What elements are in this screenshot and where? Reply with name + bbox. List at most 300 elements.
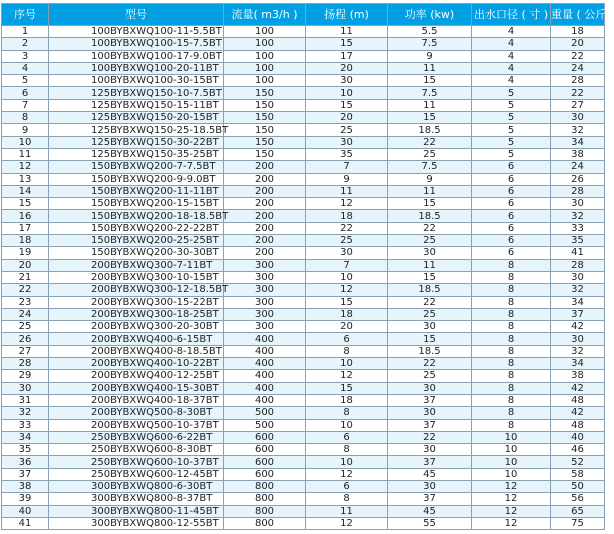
cell-flow: 100: [224, 62, 306, 74]
cell-outlet: 8: [472, 358, 551, 370]
cell-outlet: 4: [472, 26, 551, 38]
cell-index: 28: [2, 358, 49, 370]
cell-index: 27: [2, 345, 49, 357]
cell-flow: 300: [224, 271, 306, 283]
cell-weight: 46: [551, 444, 605, 456]
cell-head: 30: [306, 247, 388, 259]
cell-index: 26: [2, 333, 49, 345]
cell-weight: 30: [551, 112, 605, 124]
table-row: [2, 75, 605, 87]
cell-flow: 400: [224, 394, 306, 406]
cell-power: 37: [388, 493, 472, 505]
cell-power: 30: [388, 247, 472, 259]
cell-flow: 800: [224, 505, 306, 517]
table-row: [2, 493, 605, 505]
cell-weight: 42: [551, 382, 605, 394]
cell-power: 7.5: [388, 87, 472, 99]
cell-model: 200BYBXWQ400-18-37BT: [49, 394, 224, 406]
cell-index: 21: [2, 271, 49, 283]
cell-flow: 600: [224, 444, 306, 456]
header-power: 功率 (kw): [388, 4, 472, 26]
cell-outlet: 4: [472, 50, 551, 62]
cell-power: 15: [388, 75, 472, 87]
cell-head: 10: [306, 419, 388, 431]
table-row: [2, 271, 605, 283]
cell-flow: 150: [224, 87, 306, 99]
cell-flow: 200: [224, 222, 306, 234]
cell-weight: 38: [551, 148, 605, 160]
cell-weight: 48: [551, 394, 605, 406]
cell-outlet: 8: [472, 345, 551, 357]
cell-outlet: 8: [472, 407, 551, 419]
cell-power: 25: [388, 308, 472, 320]
table-row: [2, 358, 605, 370]
cell-head: 18: [306, 394, 388, 406]
table-row: [2, 284, 605, 296]
table-row: [2, 505, 605, 517]
cell-outlet: 12: [472, 480, 551, 492]
table-row: [2, 210, 605, 222]
table-row: [2, 26, 605, 38]
cell-weight: 42: [551, 321, 605, 333]
cell-model: 200BYBXWQ500-8-30BT: [49, 407, 224, 419]
cell-outlet: 5: [472, 112, 551, 124]
table-row: [2, 419, 605, 431]
table-row: [2, 62, 605, 74]
cell-weight: 38: [551, 370, 605, 382]
cell-outlet: 10: [472, 431, 551, 443]
cell-flow: 800: [224, 517, 306, 529]
table-row: [2, 308, 605, 320]
cell-head: 11: [306, 26, 388, 38]
cell-power: 9: [388, 50, 472, 62]
cell-model: 200BYBXWQ300-7-11BT: [49, 259, 224, 271]
cell-head: 17: [306, 50, 388, 62]
cell-index: 37: [2, 468, 49, 480]
cell-model: 125BYBXWQ150-10-7.5BT: [49, 87, 224, 99]
cell-weight: 50: [551, 480, 605, 492]
table-row: [2, 370, 605, 382]
cell-weight: 30: [551, 271, 605, 283]
cell-flow: 200: [224, 247, 306, 259]
cell-head: 8: [306, 493, 388, 505]
cell-model: 250BYBXWQ600-12-45BT: [49, 468, 224, 480]
header-weight: 重量 ( 公斤 ): [551, 4, 605, 26]
cell-power: 15: [388, 271, 472, 283]
cell-index: 17: [2, 222, 49, 234]
cell-head: 25: [306, 124, 388, 136]
cell-flow: 500: [224, 407, 306, 419]
cell-index: 8: [2, 112, 49, 124]
cell-head: 15: [306, 38, 388, 50]
cell-index: 3: [2, 50, 49, 62]
cell-flow: 200: [224, 198, 306, 210]
cell-flow: 200: [224, 185, 306, 197]
table-row: [2, 468, 605, 480]
cell-index: 9: [2, 124, 49, 136]
cell-weight: 22: [551, 50, 605, 62]
cell-flow: 400: [224, 358, 306, 370]
cell-power: 11: [388, 62, 472, 74]
cell-model: 250BYBXWQ600-8-30BT: [49, 444, 224, 456]
cell-index: 41: [2, 517, 49, 529]
cell-head: 10: [306, 87, 388, 99]
cell-model: 125BYBXWQ150-20-15BT: [49, 112, 224, 124]
cell-power: 9: [388, 173, 472, 185]
cell-flow: 600: [224, 431, 306, 443]
cell-head: 20: [306, 112, 388, 124]
cell-weight: 56: [551, 493, 605, 505]
cell-weight: 34: [551, 136, 605, 148]
cell-index: 35: [2, 444, 49, 456]
cell-weight: 20: [551, 38, 605, 50]
cell-weight: 32: [551, 284, 605, 296]
cell-outlet: 12: [472, 517, 551, 529]
cell-outlet: 12: [472, 505, 551, 517]
cell-power: 18.5: [388, 124, 472, 136]
cell-power: 25: [388, 235, 472, 247]
cell-model: 125BYBXWQ150-15-11BT: [49, 99, 224, 111]
cell-flow: 400: [224, 345, 306, 357]
cell-outlet: 6: [472, 173, 551, 185]
cell-power: 18.5: [388, 345, 472, 357]
table-row: [2, 136, 605, 148]
cell-model: 200BYBXWQ400-10-22BT: [49, 358, 224, 370]
cell-flow: 100: [224, 26, 306, 38]
cell-index: 15: [2, 198, 49, 210]
cell-weight: 35: [551, 235, 605, 247]
cell-flow: 300: [224, 308, 306, 320]
cell-outlet: 10: [472, 456, 551, 468]
cell-index: 33: [2, 419, 49, 431]
cell-head: 10: [306, 358, 388, 370]
cell-flow: 400: [224, 382, 306, 394]
cell-model: 125BYBXWQ150-30-22BT: [49, 136, 224, 148]
cell-flow: 150: [224, 112, 306, 124]
cell-model: 300BYBXWQ800-6-30BT: [49, 480, 224, 492]
cell-index: 16: [2, 210, 49, 222]
cell-index: 36: [2, 456, 49, 468]
cell-flow: 300: [224, 321, 306, 333]
table-row: [2, 431, 605, 443]
cell-outlet: 4: [472, 75, 551, 87]
cell-model: 300BYBXWQ800-8-37BT: [49, 493, 224, 505]
cell-head: 8: [306, 444, 388, 456]
cell-index: 6: [2, 87, 49, 99]
cell-power: 30: [388, 444, 472, 456]
cell-model: 200BYBXWQ400-15-30BT: [49, 382, 224, 394]
cell-outlet: 8: [472, 259, 551, 271]
cell-flow: 100: [224, 50, 306, 62]
cell-model: 200BYBXWQ300-10-15BT: [49, 271, 224, 283]
cell-outlet: 6: [472, 235, 551, 247]
cell-weight: 24: [551, 161, 605, 173]
table-row: [2, 198, 605, 210]
cell-head: 12: [306, 370, 388, 382]
cell-outlet: 5: [472, 136, 551, 148]
table-row: [2, 382, 605, 394]
cell-model: 150BYBXWQ200-9-9.0BT: [49, 173, 224, 185]
cell-model: 150BYBXWQ200-18-18.5BT: [49, 210, 224, 222]
cell-head: 6: [306, 431, 388, 443]
cell-head: 10: [306, 271, 388, 283]
cell-head: 7: [306, 259, 388, 271]
table-row: [2, 247, 605, 259]
cell-model: 200BYBXWQ400-8-18.5BT: [49, 345, 224, 357]
cell-outlet: 6: [472, 198, 551, 210]
cell-head: 12: [306, 517, 388, 529]
cell-index: 7: [2, 99, 49, 111]
cell-power: 15: [388, 112, 472, 124]
cell-weight: 34: [551, 358, 605, 370]
cell-head: 6: [306, 480, 388, 492]
cell-index: 5: [2, 75, 49, 87]
cell-outlet: 12: [472, 493, 551, 505]
cell-flow: 300: [224, 259, 306, 271]
cell-index: 31: [2, 394, 49, 406]
cell-head: 15: [306, 296, 388, 308]
cell-outlet: 8: [472, 321, 551, 333]
cell-outlet: 6: [472, 161, 551, 173]
cell-outlet: 10: [472, 468, 551, 480]
cell-outlet: 8: [472, 382, 551, 394]
cell-head: 11: [306, 505, 388, 517]
cell-index: 29: [2, 370, 49, 382]
table-row: [2, 235, 605, 247]
cell-index: 1: [2, 26, 49, 38]
table-row: [2, 321, 605, 333]
cell-outlet: 8: [472, 333, 551, 345]
cell-weight: 48: [551, 419, 605, 431]
pump-spec-table: [1, 3, 614, 530]
cell-weight: 33: [551, 222, 605, 234]
cell-power: 11: [388, 185, 472, 197]
cell-power: 7.5: [388, 161, 472, 173]
header-flow: 流量( m3/h ): [224, 4, 306, 26]
cell-power: 11: [388, 99, 472, 111]
table-row: [2, 394, 605, 406]
cell-head: 11: [306, 185, 388, 197]
cell-power: 7.5: [388, 38, 472, 50]
cell-outlet: 6: [472, 222, 551, 234]
cell-flow: 300: [224, 296, 306, 308]
cell-weight: 28: [551, 185, 605, 197]
cell-flow: 100: [224, 75, 306, 87]
cell-outlet: 6: [472, 210, 551, 222]
cell-index: 2: [2, 38, 49, 50]
cell-weight: 32: [551, 124, 605, 136]
cell-model: 150BYBXWQ200-11-11BT: [49, 185, 224, 197]
cell-index: 11: [2, 148, 49, 160]
cell-model: 200BYBXWQ400-12-25BT: [49, 370, 224, 382]
cell-model: 200BYBXWQ400-6-15BT: [49, 333, 224, 345]
cell-index: 12: [2, 161, 49, 173]
header-outlet: 出水口径 ( 寸 ): [472, 4, 551, 26]
table-body: [2, 26, 605, 530]
cell-power: 55: [388, 517, 472, 529]
cell-index: 34: [2, 431, 49, 443]
cell-weight: 24: [551, 62, 605, 74]
cell-head: 15: [306, 99, 388, 111]
cell-model: 200BYBXWQ300-20-30BT: [49, 321, 224, 333]
cell-weight: 41: [551, 247, 605, 259]
cell-index: 13: [2, 173, 49, 185]
table-row: [2, 173, 605, 185]
cell-weight: 65: [551, 505, 605, 517]
table-row: [2, 480, 605, 492]
cell-head: 18: [306, 210, 388, 222]
cell-head: 8: [306, 407, 388, 419]
table-row: [2, 444, 605, 456]
cell-index: 23: [2, 296, 49, 308]
table-row: [2, 345, 605, 357]
cell-model: 100BYBXWQ100-17-9.0BT: [49, 50, 224, 62]
cell-model: 100BYBXWQ100-11-5.5BT: [49, 26, 224, 38]
cell-flow: 150: [224, 124, 306, 136]
cell-index: 4: [2, 62, 49, 74]
table-row: [2, 50, 605, 62]
cell-outlet: 6: [472, 247, 551, 259]
table-row: [2, 222, 605, 234]
cell-head: 10: [306, 456, 388, 468]
cell-head: 15: [306, 382, 388, 394]
cell-power: 22: [388, 222, 472, 234]
cell-head: 35: [306, 148, 388, 160]
cell-model: 150BYBXWQ200-30-30BT: [49, 247, 224, 259]
cell-model: 100BYBXWQ100-30-15BT: [49, 75, 224, 87]
cell-outlet: 10: [472, 444, 551, 456]
cell-power: 22: [388, 431, 472, 443]
cell-weight: 18: [551, 26, 605, 38]
cell-flow: 100: [224, 38, 306, 50]
cell-flow: 200: [224, 235, 306, 247]
cell-power: 30: [388, 407, 472, 419]
cell-head: 12: [306, 284, 388, 296]
cell-flow: 400: [224, 370, 306, 382]
table-row: [2, 296, 605, 308]
cell-flow: 400: [224, 333, 306, 345]
cell-outlet: 8: [472, 296, 551, 308]
cell-weight: 42: [551, 407, 605, 419]
cell-model: 150BYBXWQ200-7-7.5BT: [49, 161, 224, 173]
cell-model: 300BYBXWQ800-11-45BT: [49, 505, 224, 517]
cell-flow: 200: [224, 210, 306, 222]
table-row: [2, 185, 605, 197]
cell-outlet: 5: [472, 124, 551, 136]
cell-model: 250BYBXWQ600-6-22BT: [49, 431, 224, 443]
cell-power: 25: [388, 148, 472, 160]
cell-power: 37: [388, 419, 472, 431]
cell-index: 14: [2, 185, 49, 197]
table-row: [2, 517, 605, 529]
cell-index: 30: [2, 382, 49, 394]
cell-head: 30: [306, 75, 388, 87]
cell-model: 200BYBXWQ300-18-25BT: [49, 308, 224, 320]
cell-power: 15: [388, 333, 472, 345]
cell-flow: 300: [224, 284, 306, 296]
cell-model: 150BYBXWQ200-22-22BT: [49, 222, 224, 234]
cell-head: 20: [306, 62, 388, 74]
cell-model: 100BYBXWQ100-15-7.5BT: [49, 38, 224, 50]
cell-model: 200BYBXWQ500-10-37BT: [49, 419, 224, 431]
table-row: [2, 407, 605, 419]
cell-index: 24: [2, 308, 49, 320]
cell-head: 9: [306, 173, 388, 185]
table-row: [2, 99, 605, 111]
cell-index: 25: [2, 321, 49, 333]
cell-power: 18.5: [388, 284, 472, 296]
cell-index: 20: [2, 259, 49, 271]
cell-head: 6: [306, 333, 388, 345]
cell-flow: 500: [224, 419, 306, 431]
cell-model: 100BYBXWQ100-20-11BT: [49, 62, 224, 74]
cell-model: 200BYBXWQ300-15-22BT: [49, 296, 224, 308]
cell-power: 45: [388, 505, 472, 517]
cell-weight: 40: [551, 431, 605, 443]
table-row: [2, 87, 605, 99]
cell-outlet: 8: [472, 308, 551, 320]
header-index: 序号: [2, 4, 49, 26]
table-row: [2, 112, 605, 124]
cell-power: 22: [388, 296, 472, 308]
table-row: [2, 124, 605, 136]
cell-index: 22: [2, 284, 49, 296]
cell-head: 7: [306, 161, 388, 173]
cell-index: 39: [2, 493, 49, 505]
cell-outlet: 6: [472, 185, 551, 197]
cell-flow: 200: [224, 173, 306, 185]
cell-power: 30: [388, 382, 472, 394]
cell-index: 10: [2, 136, 49, 148]
cell-power: 5.5: [388, 26, 472, 38]
cell-flow: 600: [224, 468, 306, 480]
cell-model: 125BYBXWQ150-35-25BT: [49, 148, 224, 160]
cell-flow: 200: [224, 161, 306, 173]
cell-outlet: 8: [472, 271, 551, 283]
cell-outlet: 5: [472, 148, 551, 160]
cell-power: 30: [388, 321, 472, 333]
cell-power: 30: [388, 480, 472, 492]
header-head: 扬程 (m): [306, 4, 388, 26]
cell-flow: 150: [224, 148, 306, 160]
cell-power: 11: [388, 259, 472, 271]
table-row: [2, 259, 605, 271]
cell-weight: 22: [551, 87, 605, 99]
cell-index: 18: [2, 235, 49, 247]
cell-power: 18.5: [388, 210, 472, 222]
cell-weight: 27: [551, 99, 605, 111]
cell-flow: 800: [224, 493, 306, 505]
cell-head: 20: [306, 321, 388, 333]
cell-outlet: 5: [472, 99, 551, 111]
cell-weight: 30: [551, 333, 605, 345]
cell-head: 18: [306, 308, 388, 320]
cell-flow: 800: [224, 480, 306, 492]
cell-power: 22: [388, 358, 472, 370]
cell-power: 25: [388, 370, 472, 382]
cell-index: 19: [2, 247, 49, 259]
cell-power: 15: [388, 198, 472, 210]
cell-outlet: 4: [472, 38, 551, 50]
cell-weight: 58: [551, 468, 605, 480]
header-row: [2, 4, 605, 26]
cell-model: 250BYBXWQ600-10-37BT: [49, 456, 224, 468]
table-row: [2, 161, 605, 173]
cell-outlet: 8: [472, 419, 551, 431]
cell-flow: 600: [224, 456, 306, 468]
cell-model: 150BYBXWQ200-25-25BT: [49, 235, 224, 247]
cell-index: 32: [2, 407, 49, 419]
